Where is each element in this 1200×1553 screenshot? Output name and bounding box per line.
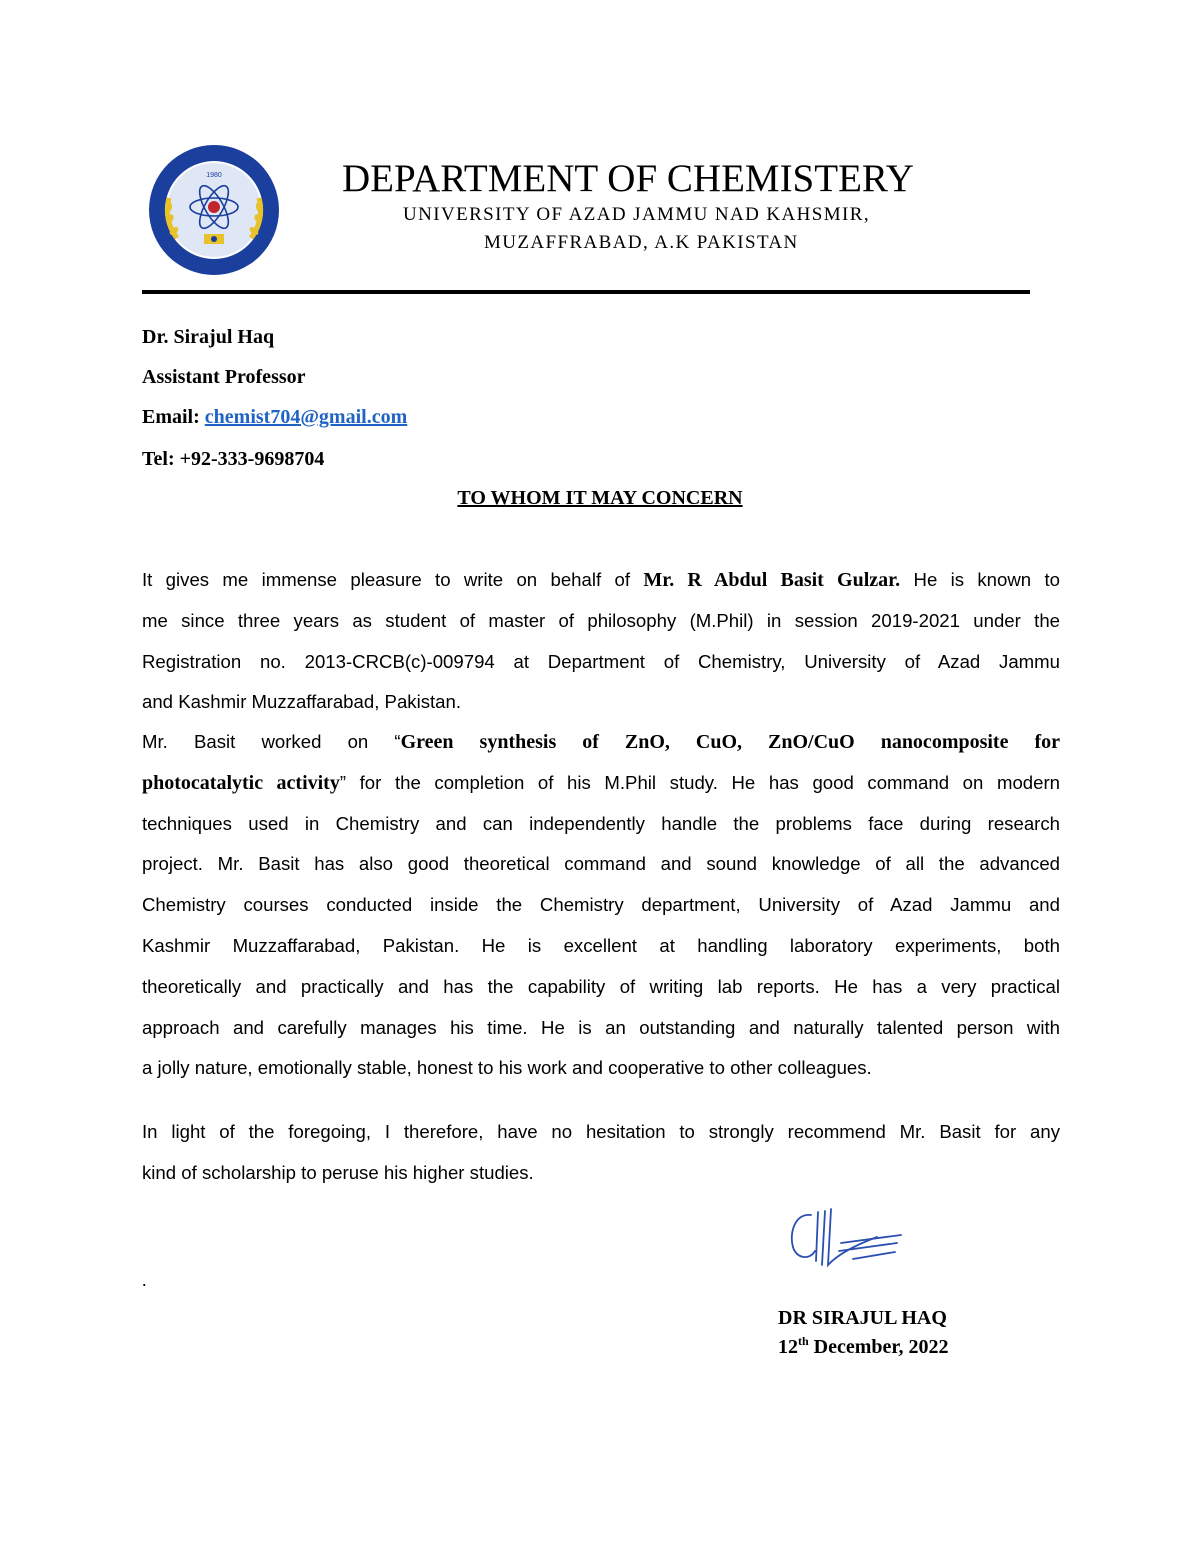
- signatory-name: DR SIRAJUL HAQ: [778, 1307, 947, 1329]
- department-title: DEPARTMENT OF CHEMISTERY: [342, 157, 914, 200]
- date-day: 12: [778, 1336, 798, 1358]
- paragraph-line: me since three years as student of master of philosophy (M.Phil) in session 2019-2021 under the: [142, 609, 1060, 631]
- university-name-line: UNIVERSITY OF AZAD JAMMU NAD KAHSMIR,: [403, 204, 871, 225]
- paragraph-line: [142, 763, 1060, 804]
- body-paragraph-3: [142, 1112, 1060, 1194]
- stray-mark: .: [142, 1270, 147, 1290]
- body-paragraph-2: [142, 722, 1060, 1089]
- paragraph-line: theoretically and practically and has the capability of writing lab reports. He has a very practical: [142, 975, 1060, 997]
- handwritten-signature: [781, 1203, 911, 1273]
- thesis-title-cont: photocatalytic activity: [142, 771, 340, 794]
- paragraph-line: Kashmir Muzzaffarabad, Pakistan. He is excellent at handling laboratory experiments, both: [142, 934, 1060, 956]
- text-run: It gives me immense pleasure to write on behalf of: [142, 569, 644, 590]
- date-rest: December, 2022: [808, 1336, 949, 1358]
- body-paragraph-1: [142, 560, 1060, 723]
- student-name: Mr. R Abdul Basit Gulzar.: [643, 569, 901, 591]
- sender-tel-line: [142, 448, 324, 471]
- svg-text:1980: 1980: [206, 172, 222, 179]
- paragraph-line: In light of the foregoing, I therefore, have no hesitation to strongly recommend Mr. Basit for any: [142, 1121, 1060, 1142]
- text-run: Mr. Basit worked on “: [142, 731, 401, 752]
- sender-email-line: [142, 406, 407, 429]
- paragraph-line: project. Mr. Basit has also good theoretical command and sound knowledge of all the advanced: [142, 853, 1060, 875]
- paragraph-line: a jolly nature, emotionally stable, honest to his work and cooperative to other colleagues.: [142, 1057, 872, 1079]
- paragraph-line: Registration no. 2013-CRCB(c)-009794 at Department of Chemistry, University of Azad Jammu: [142, 650, 1060, 672]
- email-link[interactable]: chemist704@gmail.com: [204, 406, 408, 428]
- text-run: He is known to: [900, 569, 1060, 590]
- tel-label: Tel:: [142, 448, 175, 470]
- paragraph-line: [142, 722, 1060, 763]
- sender-title: Assistant Professor: [142, 366, 306, 388]
- thesis-title: Green synthesis of ZnO, CuO, ZnO/CuO nanocomposite for: [400, 731, 1060, 753]
- date-suffix: th: [798, 1334, 809, 1348]
- text-run: ” for the completion of his M.Phil study. He has good command on modern: [339, 771, 1060, 793]
- university-location-line: MUZAFFRABAD, A.K PAKISTAN: [484, 232, 799, 253]
- paragraph-line: and Kashmir Muzzaffarabad, Pakistan.: [142, 691, 462, 713]
- header-divider: [142, 290, 1030, 294]
- paragraph-line: kind of scholarship to peruse his higher studies.: [142, 1161, 534, 1183]
- tel-number: +92-333-9698704: [179, 448, 325, 470]
- email-label: Email:: [142, 406, 200, 428]
- paragraph-line: [142, 560, 1060, 601]
- letter-subject: TO WHOM IT MAY CONCERN: [457, 487, 743, 509]
- university-seal-icon: [147, 143, 281, 277]
- letter-date: [778, 1334, 948, 1359]
- paragraph-line: techniques used in Chemistry and can independently handle the problems face during research: [142, 812, 1060, 834]
- paragraph-line: approach and carefully manages his time. He is an outstanding and naturally talented person with: [142, 1016, 1060, 1038]
- sender-name: Dr. Sirajul Haq: [142, 326, 275, 348]
- paragraph-line: Chemistry courses conducted inside the Chemistry department, University of Azad Jammu and: [142, 894, 1060, 916]
